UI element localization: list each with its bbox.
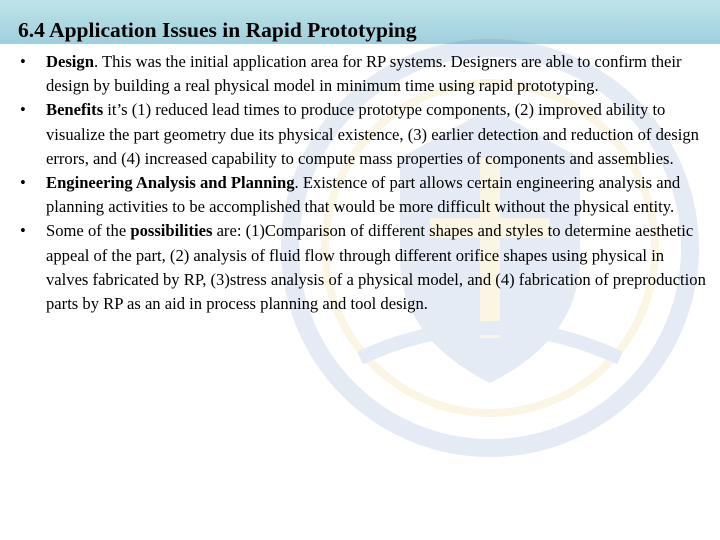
bullet-dot-icon: • (20, 100, 26, 120)
bullet-dot-icon: • (20, 173, 26, 193)
bullet-lead: Benefits (46, 100, 104, 120)
bullet-design (20, 50, 710, 98)
bullet-text: are: (1)Comparison of different shapes and styles to determine aesthetic appeal of the part, (2) analysis of fluid flow through different orifice shapes using physical in valves fabricated by RP, (3)stress analysis of a physical model, and (4) fabrication of preproduction parts by RP as an aid in process planning and tool design. (46, 221, 706, 314)
bullet-possibilities (20, 219, 710, 316)
bullet-dot-icon: • (20, 221, 26, 241)
bullet-text: . Existence of part allows certain engineering analysis and planning activities to be accomplished that would be more difficult without the physical entity. (46, 173, 681, 217)
bullet-text: it’s (1) reduced lead times to produce prototype components, (2) improved ability to visualize the part geometry due its physical existence, (3) earlier detection and reduction of design errors, and (4) increased capability to compute mass properties of components and assemblies. (46, 100, 699, 168)
bullet-benefits (20, 98, 710, 171)
bullet-text: . This was the initial application area for RP systems. Designers are able to confirm their design by building a real physical model in minimum time using rapid prototyping. (46, 52, 682, 96)
slide-title: 6.4 Application Issues in Rapid Prototyping (18, 18, 417, 42)
bullet-engineering-analysis (20, 171, 710, 219)
bullet-lead: Design (46, 52, 94, 71)
bullet-list (20, 50, 710, 316)
bullet-dot-icon: • (20, 52, 26, 71)
bullet-lead: Engineering Analysis and Planning (46, 173, 295, 193)
bullet-lead: possibilities (130, 221, 213, 241)
bullet-pre: Some of the (46, 221, 131, 241)
